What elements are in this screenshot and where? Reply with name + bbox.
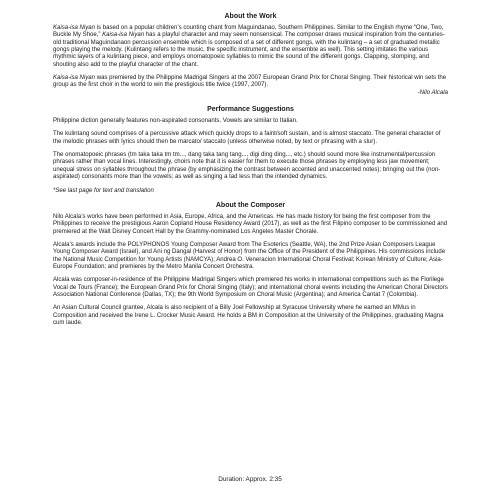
composer-paragraph-4: An Asian Cultural Council grantee, Alcala is also recipient of a Billy Joel Fellowship at Syracuse University where he earned an MMus in Composition and received the Irene L. Crocker Music Award. He holds a BM in Composition at the University of the Philippines, graduating Magna cum laude. <box>53 305 444 326</box>
work-title: Kaisa-isa Niyan <box>53 75 96 82</box>
work-title: Kaisa-isa Niyan <box>102 32 145 39</box>
work-paragraph-1: Kaisa-isa Niyan is based on a popular children’s counting chant from Maguindanao, Southern Philippines. Similar to the English rhyme “One, Two, Buckle My Shoe,” Kaisa-isa Niyan has a playful character and may seem nonsensical. The composer draws musical inspiration from the centuries-old traditional Maguindanaon percussion ensemble which is composed of a set of different gongs, with the kulintang – a set of graduated metallic gongs playing the melody. (Kulintang refers to the music, the specific instrument, and the ensemble as well). This setting imitates the various rhythmic layers of a kulintang piece, and employs onomatopoeic syllables to mimic the sound of the different gongs. Clapping, stomping, and shouting also add to the playful character of the chant. <box>53 25 445 68</box>
performance-paragraph-1: Philippine diction generally features non-aspirated consonants. Vowels are similar to Italian. <box>53 118 298 125</box>
performance-suggestions-section <box>53 105 448 195</box>
composer-paragraph-2: Alcala’s awards include the POLYPHONOS Young Composer Award from The Esoterics (Seattle, WA), the 2nd Prize Asian Composers League Young Composer Award (Israel), and Ani ng Dangal (Harvest of Honor) from the Office of the President of the Philippines. His commissions include the National Music Competition for Young Artists (NAMCYA); Andrea O. Veneracion International Choral Festival; Korean Ministry of Culture; Asia-Europe Foundation; and premieres by the Metro Manila Concert Orchestra. <box>53 241 446 270</box>
duration-text: Duration: Approx. 2:35 <box>218 476 282 483</box>
about-the-composer-section <box>53 201 448 327</box>
about-the-work-section <box>53 12 448 97</box>
author-signature: -Nilo Alcala <box>417 89 448 96</box>
about-the-work-heading: About the Work <box>224 13 277 20</box>
composer-paragraph-3: Alcala was composer-in-residence of the Philippine Madrigal Singers which premiered his works in international competitions such as the Florilege Vocal de Tours (France); the European Grand Prix for Choral Singing (Italy); and international choral events including the American Choral Directors Association National Conference (Dallas, TX); the 9th World Symposium on Choral Music (Argentina); and America Cantat 7 (Colombia). <box>53 277 448 298</box>
performance-paragraph-2: The kulintang sound comprises of a percussive attack which quickly drops to a faint/soft sustain, and is almost staccato. The general character of the melodic phrases with lyrics should then be marcato/ staccato (unless otherwise noted, by text or phrasing with a slur). <box>53 131 441 145</box>
about-the-composer-heading: About the Composer <box>215 201 286 209</box>
work-title: Kaisa-isa Niyan <box>53 25 96 31</box>
performance-suggestions-heading: Performance Suggestions <box>207 106 294 114</box>
translation-note: *See last page for text and translation <box>53 187 154 194</box>
performance-paragraph-3: The onomatopoeic phrases (tm taka taka tm tm..., dang taka tang tang..., digi ding ding..., etc.) should sound more like instrumental/percussion phrases rather than vocal lines. Interestingly, choirs note that it is easier for them to execute those phrases by employing less jaw movement; unequal stress on syllables throughout the phrase (by emphasizing the contrast between accented and unaccented notes); bringing out the (non-aspirated) consonants more than the vowels; as well as singing a tad less than the intended dynamics. <box>53 152 441 181</box>
composer-paragraph-1: Nilo Alcala’s works have been performed in Asia, Europe, Africa, and the Americas. He has made history for being the first composer from the Philippines to receive the prestigious Aaron Copland House Residency Award (2017), as well as the first Filipino composer to be commissioned and premiered at the Walt Disney Concert Hall by the Grammy-nominated Los Angeles Master Chorale. <box>53 213 448 235</box>
work-paragraph-2: Kaisa-isa Niyan was premiered by the Philippine Madrigal Singers at the 2007 European Grand Prix for Choral Singing. Their historical win sets the group as the first choir in the world to win the prestigious title twice (1997, 2007). <box>53 75 447 89</box>
